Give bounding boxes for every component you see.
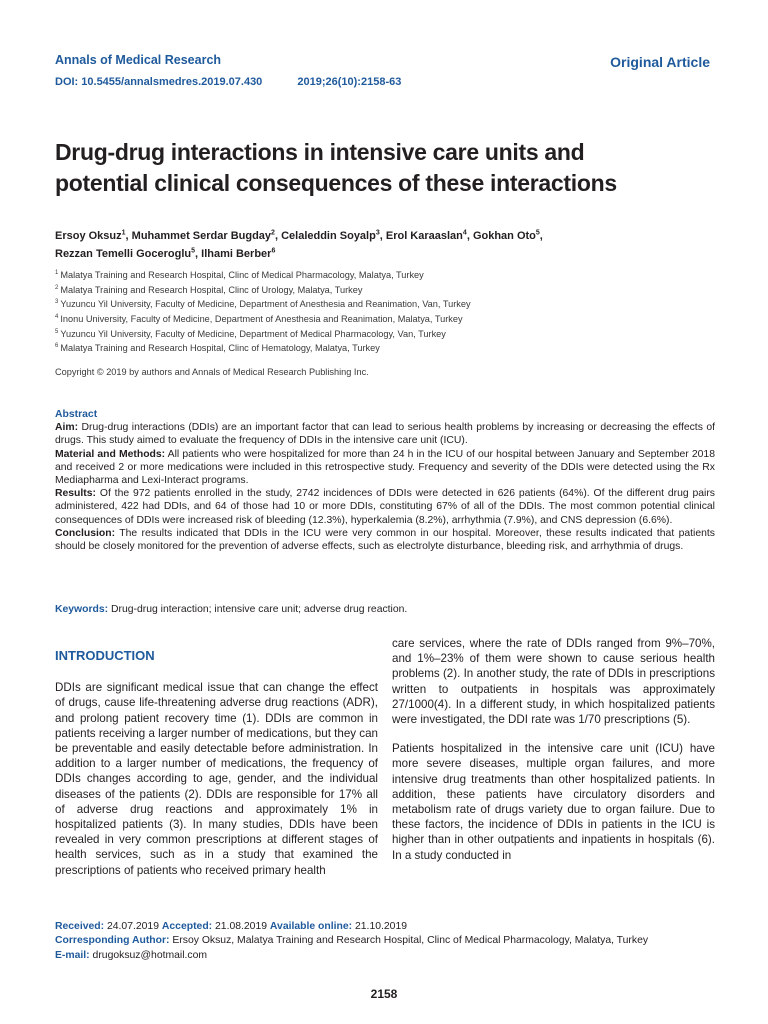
affiliation: $^1$ Malatya Training and Research Hospital, Clinc of Medical Pharmacology, Malatya, Turkey xyxy=(55,270,424,281)
body-column-right xyxy=(392,636,715,877)
abstract-methods: Material and Methods: All patients who were hospitalized for more than 24 h in the ICU of our hospital between January and September 2018 and received 2 or more medications were included in this retrospective study. Frequency and severity of the DDIs were detected using the Rx Mediapharma and Lexi-Interact programs. xyxy=(55,448,715,487)
affiliation: $^2$ Malatya Training and Research Hospital, Clinc of Urology, Malatya, Turkey xyxy=(55,284,363,295)
keywords-label: Keywords: xyxy=(55,604,109,615)
abstract-conclusion: Conclusion: The results indicated that DDIs in the ICU were very common in our hospital. Moreover, these results indicated that patients should be closely monitored for the prevention of adverse effects, such as electrolyte disturbance, bleeding risk, and arrhythmia of drugs. xyxy=(55,527,716,553)
doi-row xyxy=(55,76,401,88)
affiliation: $^3$ Yuzuncu Yil University, Faculty of Medicine, Department of Anesthesia and Reanimation, Van, Turkey xyxy=(55,299,471,310)
author: Muhammet Serdar Bugday$^2$, xyxy=(131,229,282,242)
article-title xyxy=(55,137,695,199)
doi-link[interactable]: DOI: 10.5455/annalsmedres.2019.07.430 xyxy=(55,76,263,88)
page-number: 2158 xyxy=(370,987,398,1001)
author-list xyxy=(55,225,715,262)
abstract-section xyxy=(55,408,715,553)
affiliation: $^5$ Yuzuncu Yil University, Faculty of Medicine, Department of Medical Pharmacology, Van, Turkey xyxy=(55,328,446,339)
journal-name: Annals of Medical Research xyxy=(55,53,222,67)
author: Ilhami Berber$^6$ xyxy=(201,247,276,261)
dates-line: Received: 24.07.2019 Accepted: 21.08.2019 Available online: 21.10.2019 xyxy=(55,921,408,932)
author: Ersoy Oksuz$^1$, xyxy=(55,229,132,242)
corresponding-author-line: Corresponding Author: Ersoy Oksuz, Malatya Training and Research Hospital, Clinc of Medical Pharmacology, Malatya, Turkey xyxy=(55,935,649,947)
email-link[interactable]: drugoksuz@hotmail.com xyxy=(92,949,208,961)
author: Celaleddin Soyalp$^3$, xyxy=(281,229,386,242)
keywords-text: Drug-drug interaction; intensive care unit; adverse drug reaction. xyxy=(111,604,408,615)
citation: 2019;26(10):2158-63 xyxy=(297,76,402,88)
body-paragraph: Patients hospitalized in the intensive care unit (ICU) have more severe diseases, multiple organ failures, and more intensive drug treatments than other hospitalized patients. In addition, these patients have circulatory disorders and metabolism rate of drugs variety due to organ failure. Due to these factors, the incidence of DDIs in patients in the ICU is higher than in other outpatients and inpatients in hospitals (6). In a study conducted in xyxy=(392,742,715,862)
abstract-results: Results: Of the 972 patients enrolled in the study, 2742 incidences of DDIs were detected in 626 patients (64%). Of the different drug pairs administered, 422 had DDIs, and 64 of those had 10 or more DDIs, constituting 67% of all of the DDIs. The most common potential clinical consequences of DDIs were increased risk of bleeding (12.3%), hyperkalemia (8.2%), arrhythmia (7.9%), and CNS depression (6.6%). xyxy=(55,488,716,526)
keywords xyxy=(55,604,407,615)
abstract-heading: Abstract xyxy=(55,409,98,420)
body-column-left xyxy=(55,636,378,892)
title-line-1: Drug-drug interactions in intensive care units and xyxy=(55,139,585,165)
email-line: E-mail: drugoksuz@hotmail.com xyxy=(55,949,208,961)
affiliation-list xyxy=(55,267,715,355)
article-type-label: Original Article xyxy=(610,54,710,70)
author: Erol Karaaslan$^4$, xyxy=(385,229,473,242)
article-footer xyxy=(55,920,715,963)
author: Gokhan Oto$^5$, xyxy=(472,229,543,242)
affiliation: $^4$ Inonu University, Faculty of Medicine, Department of Anesthesia and Reanimation, Malatya, Turkey xyxy=(55,313,463,325)
abstract-aim: Aim: Drug-drug interactions (DDIs) are an important factor that can lead to serious health problems by increasing or decreasing the effects of drugs. This study aimed to evaluate the frequency of DDIs in the intensive care unit (ICU). xyxy=(55,422,715,447)
copyright-notice: Copyright © 2019 by authors and Annals of Medical Research Publishing Inc. xyxy=(55,367,369,377)
body-paragraph: care services, where the rate of DDIs ranged from 9%–70%, and 1%–23% of them were shown to cause serious health problems (2). In another study, the rate of DDIs in prescriptions written to outpatients in hospitals was approximately 27/1000(4). In a different study, in which hospitalized patients were investigated, the DDI rate was 1/70 prescriptions (5). xyxy=(392,637,715,727)
section-heading-introduction: INTRODUCTION xyxy=(55,648,155,663)
affiliation: $^6$ Malatya Training and Research Hospital, Clinc of Hematology, Malatya, Turkey xyxy=(55,343,380,354)
title-line-2: potential clinical consequences of these interactions xyxy=(55,170,617,196)
body-paragraph: DDIs are significant medical issue that can change the effect of drugs, cause life-threatening adverse drug reactions (ADR), and prolong patient recovery time (1). DDIs are common in patients receiving a larger number of medications, but they can be preventable and easily detectable before administration. In addition to a larger number of medications, the frequency of DDIs changes according to age, gender, and the individual diseases of the patients (2). DDIs are responsible for 17% all of adverse drug reactions and approximately 1% in hospitalized patients (3). In many studies, DDIs have been revealed in very common prescriptions at different stages of health services, such as in a study that examined the prescriptions of patients who received primary health xyxy=(55,681,378,877)
author: Rezzan Temelli Goceroglu$^5$, xyxy=(55,247,202,261)
